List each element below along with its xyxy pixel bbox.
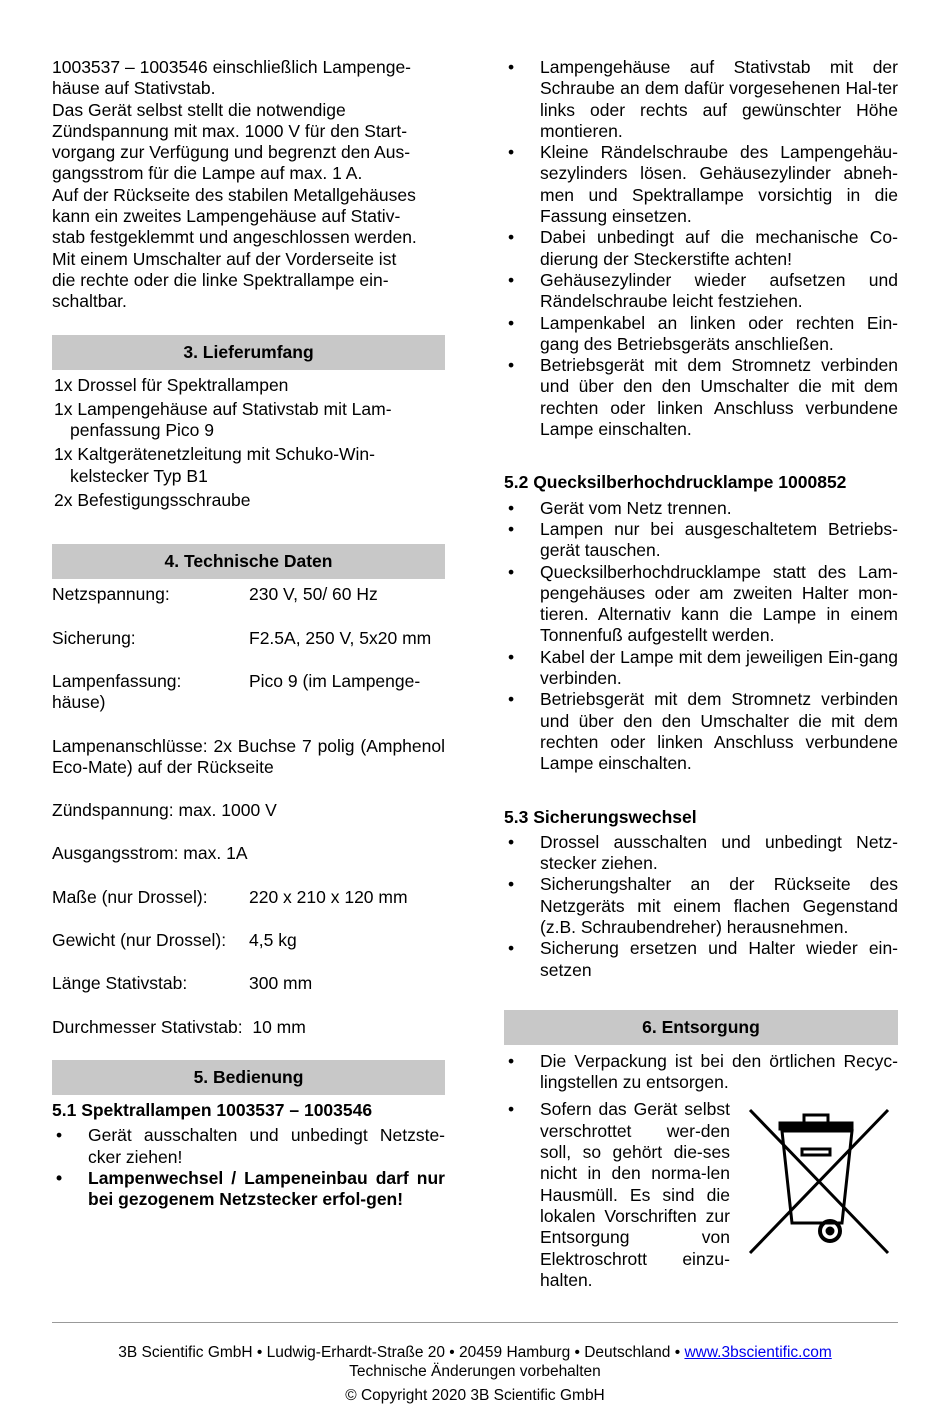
list-item: • Lampengehäuse auf Stativstab mit der Schraube an dem dafür vorgesehenen Hal-ter links oder rechts auf gewünschter Höhe montieren. xyxy=(504,57,898,142)
list-item: • Sicherung ersetzen und Halter wieder ein-setzen xyxy=(504,938,898,981)
section-heading-lieferumfang: 3. Lieferumfang xyxy=(52,335,445,370)
bullet-list xyxy=(504,498,898,775)
intro-line: Zündspannung mit max. 1000 V für den Start- xyxy=(52,120,408,141)
tech-value: 300 mm xyxy=(249,973,313,994)
disposal-block xyxy=(504,1099,898,1291)
list-item: • Gerät ausschalten und unbedingt Netzste-cker ziehen! xyxy=(52,1125,445,1168)
bullet-list xyxy=(504,1099,730,1291)
tech-label: Netzspannung: xyxy=(52,584,170,605)
list-item: • Gehäusezylinder wieder aufsetzen und Rändelschraube leicht festziehen. xyxy=(504,270,898,313)
footer-address xyxy=(0,1343,950,1362)
tech-row: Durchmesser Stativstab: 10 mm xyxy=(52,1016,306,1037)
tech-value-continued: häuse) xyxy=(52,692,106,713)
list-item: • Sicherungshalter an der Rückseite des Netzgeräts mit einem flachen Gegenstand (z.B. Schraubendreher) herausnehmen. xyxy=(504,874,898,938)
tech-row: Zündspannung: max. 1000 V xyxy=(52,800,277,821)
subheading-quecksilber: 5.2 Quecksilberhochdrucklampe 1000852 xyxy=(504,472,847,493)
bullet-list xyxy=(504,1051,898,1094)
intro-line: die rechte oder die linke Spektrallampe ein- xyxy=(52,269,389,290)
tech-data-table xyxy=(52,584,445,1038)
list-item: • Betriebsgerät mit dem Stromnetz verbinden und über den den Umschalter die mit dem rechten oder linken Anschluss verbundene Lampe einschalten. xyxy=(504,689,898,774)
bullet-list xyxy=(504,832,898,981)
tech-row xyxy=(52,887,445,908)
tech-label: Gewicht (nur Drossel): xyxy=(52,930,227,951)
list-item: • Kabel der Lampe mit dem jeweiligen Ein-gang verbinden. xyxy=(504,647,898,690)
tech-row: Lampenanschlüsse: 2x Buchse 7 polig (Amphenol Eco-Mate) auf der Rückseite xyxy=(52,735,445,777)
tech-value: 230 V, 50/ 60 Hz xyxy=(249,584,378,605)
list-item: • Betriebsgerät mit dem Stromnetz verbinden und über den den Umschalter die mit dem rechten oder linken Anschluss verbundene Lampe einschalten. xyxy=(504,355,898,440)
tech-value: Pico 9 (im Lampenge- xyxy=(249,670,421,691)
list-item: • Drossel ausschalten und unbedingt Netz-stecker ziehen. xyxy=(504,832,898,875)
list-item: • Lampen nur bei ausgeschaltetem Betriebs-gerät tauschen. xyxy=(504,519,898,562)
tech-row xyxy=(52,930,445,951)
intro-line: gangsstrom für die Lampe auf max. 1 A. xyxy=(52,163,363,184)
list-item: • Sofern das Gerät selbst verschrottet wer-den soll, so gehört die-ses nicht in den norma-len Hausmüll. Es sind die lokalen Vorschriften zur Entsorgung von Elektroschrott einzu-halten. xyxy=(504,1099,730,1291)
right-column xyxy=(504,57,898,1291)
tech-value: F2.5A, 250 V, 5x20 mm xyxy=(249,627,432,648)
tech-row xyxy=(52,973,445,994)
intro-line: schaltbar. xyxy=(52,291,127,312)
list-item: • Dabei unbedingt auf die mechanische Co-dierung der Steckerstifte achten! xyxy=(504,227,898,270)
tech-label: Sicherung: xyxy=(52,627,136,648)
left-column xyxy=(52,57,445,1210)
list-item: • Lampenkabel an linken oder rechten Ein-gang des Betriebsgeräts anschließen. xyxy=(504,313,898,356)
tech-value: 4,5 kg xyxy=(249,930,297,951)
list-item: 1x Drossel für Spektrallampen xyxy=(54,374,289,395)
intro-line: 1003537 – 1003546 einschließlich Lampenge- xyxy=(52,57,412,77)
intro-line: häuse auf Stativstab. xyxy=(52,78,216,99)
tech-label: Länge Stativstab: xyxy=(52,973,188,994)
crossed-bin-icon xyxy=(742,1105,892,1291)
delivery-list xyxy=(52,375,445,512)
section-heading-technische-daten: 4. Technische Daten xyxy=(52,544,445,579)
intro-line: Das Gerät selbst stellt die notwendige xyxy=(52,99,346,120)
tech-label: Maße (nur Drossel): xyxy=(52,886,208,907)
tech-row xyxy=(52,584,445,605)
intro-line: vorgang zur Verfügung und begrenzt den Aus- xyxy=(52,142,411,163)
tech-row xyxy=(52,671,445,714)
footer-copyright: © Copyright 2020 3B Scientific GmbH xyxy=(345,1387,605,1404)
subheading-spektrallampen: 5.1 Spektrallampen 1003537 – 1003546 xyxy=(52,1099,373,1120)
footer-changes: Technische Änderungen vorbehalten xyxy=(349,1363,601,1380)
list-item: • Gerät vom Netz trennen. xyxy=(504,498,898,519)
list-item: 1x Lampengehäuse auf Stativstab mit Lam-penfassung Pico 9 xyxy=(54,398,392,441)
intro-line: Mit einem Umschalter auf der Vorderseite ist xyxy=(52,248,397,269)
section-heading-entsorgung: 6. Entsorgung xyxy=(504,1010,898,1045)
intro-text xyxy=(52,57,445,313)
tech-label: Lampenfassung: xyxy=(52,670,182,691)
list-item: • Quecksilberhochdrucklampe statt des Lam-pengehäuses oder am zweiten Halter mon-tieren. Alternativ kann die Lampe in einem Tonnenfuß aufgestellt werden. xyxy=(504,562,898,647)
list-item: • Lampenwechsel / Lampeneinbau darf nur bei gezogenem Netzstecker erfol-gen! xyxy=(52,1168,445,1211)
list-item: • Die Verpackung ist bei den örtlichen Recyc-lingstellen zu entsorgen. xyxy=(504,1051,898,1094)
section-heading-bedienung: 5. Bedienung xyxy=(52,1060,445,1095)
intro-line: kann ein zweites Lampengehäuse auf Stativ- xyxy=(52,206,401,227)
bullet-list xyxy=(52,1125,445,1210)
list-item: 2x Befestigungsschraube xyxy=(54,490,251,511)
footer-divider xyxy=(52,1322,898,1323)
bullet-list xyxy=(504,57,898,440)
tech-row xyxy=(52,628,445,649)
list-item: 1x Kaltgerätenetzleitung mit Schuko-Win-kelstecker Typ B1 xyxy=(54,444,375,486)
intro-line: Auf der Rückseite des stabilen Metallgehäuses xyxy=(52,184,416,205)
intro-line: stab festgeklemmt und angeschlossen werden. xyxy=(52,227,417,248)
subheading-sicherungswechsel: 5.3 Sicherungswechsel xyxy=(504,806,697,827)
tech-value: 220 x 210 x 120 mm xyxy=(249,886,408,907)
footer-address-text: 3B Scientific GmbH • Ludwig-Erhardt-Straße 20 • 20459 Hamburg • Deutschland • xyxy=(118,1344,685,1361)
tech-row: Ausgangsstrom: max. 1A xyxy=(52,843,248,864)
website-link[interactable]: www.3bscientific.com xyxy=(684,1344,832,1361)
list-item: • Kleine Rändelschraube des Lampengehäu-sezylinders lösen. Gehäusezylinder abneh-men und Spektrallampe vorsichtig in die Fassung einsetzen. xyxy=(504,142,898,227)
